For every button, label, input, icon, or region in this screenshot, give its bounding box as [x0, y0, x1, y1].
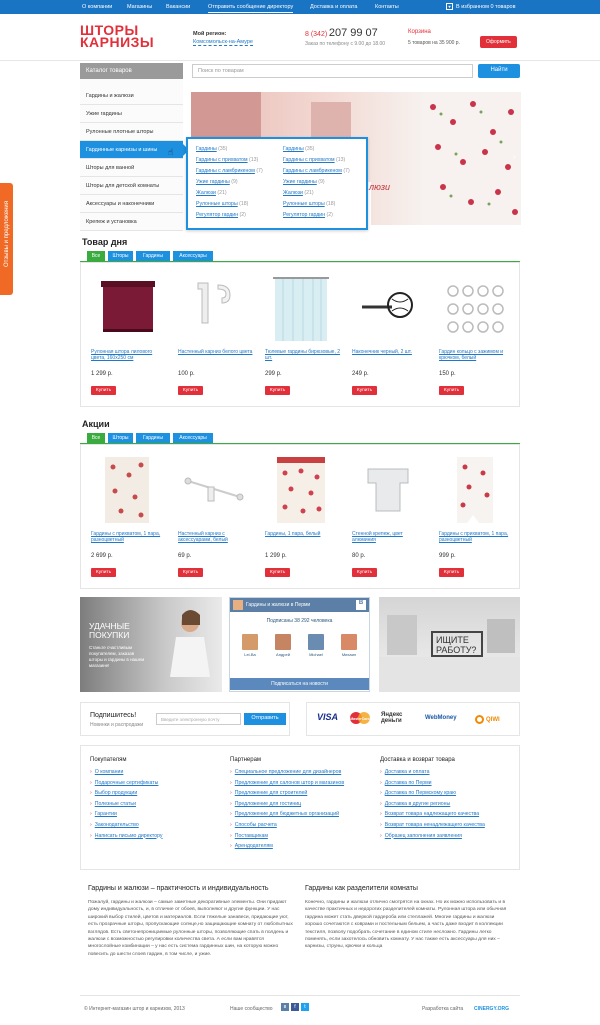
member-name: Андрей	[276, 652, 290, 657]
footer-link[interactable]: › Написать письмо директору	[90, 833, 163, 844]
vk-member[interactable]	[308, 634, 324, 657]
catalog-item-active[interactable]: Гардинные карнизы и шины	[80, 141, 183, 159]
region-value[interactable]: Комсомольск-на-Амуре	[193, 39, 253, 45]
promo-left-title	[89, 622, 130, 640]
dropdown-item-label: Гардины с прихватом	[196, 157, 248, 163]
product-name[interactable]: Настенный карниз с аксессуарами, белый	[178, 531, 228, 543]
product-image	[91, 269, 163, 345]
member-name: Lei-Ba	[244, 652, 256, 657]
sales-product-list	[80, 444, 520, 589]
footer-link[interactable]: › Полезные статьи	[90, 801, 163, 812]
dropdown-item[interactable]	[283, 168, 350, 179]
vk-header[interactable]	[230, 598, 369, 612]
site-logo[interactable]	[80, 24, 154, 48]
subscribe-title: Подпишитесь!	[90, 712, 137, 719]
buy-button[interactable]: Купить	[265, 386, 290, 395]
dropdown-item-count: (9)	[231, 179, 238, 185]
footer-link[interactable]: › Доставка по Перми	[380, 780, 485, 791]
topnav-vacancies[interactable]: Вакансии	[166, 4, 191, 10]
footer-col-partners	[230, 757, 344, 854]
vk-group-name: Гардины и жалюзи в Перми	[246, 602, 311, 608]
footer-link[interactable]: › Предложение для бюджетных организаций	[230, 811, 344, 822]
footer-link[interactable]: › Возврат товара надлежащего качества	[380, 811, 485, 822]
vk-members	[230, 634, 371, 662]
vk-icon[interactable]: в	[281, 1003, 289, 1011]
dropdown-item-count: (7)	[343, 168, 350, 174]
buy-button[interactable]: Купить	[178, 386, 203, 395]
buy-button[interactable]: Купить	[265, 568, 290, 577]
qiwi-logo	[475, 715, 500, 724]
footer-link[interactable]: › Арендодателям	[230, 843, 344, 854]
product-name[interactable]: Гардины с прихватом, 1 пара, разноцветный	[91, 531, 161, 543]
webmoney-logo: WebMoney	[425, 715, 457, 721]
dropdown-item[interactable]	[196, 179, 263, 190]
product-name[interactable]: Гардины с прихватом, 1 пара, разноцветный	[439, 531, 509, 543]
banner-curtain-image	[423, 92, 521, 225]
mouse-cursor-icon: ☝	[168, 147, 174, 157]
dropdown-column-1	[196, 146, 263, 223]
dropdown-item-count: (9)	[318, 179, 325, 185]
product-price: 1 299 р.	[91, 371, 113, 377]
dropdown-item-count: (2)	[239, 212, 246, 218]
vk-member[interactable]	[341, 634, 357, 657]
promo-right-line1: ИЩИТЕ	[436, 635, 469, 645]
dropdown-item[interactable]	[283, 179, 350, 190]
catalog-item[interactable]: Шторы для детской комнаты	[80, 177, 183, 195]
dropdown-item-count: (13)	[336, 157, 346, 163]
dropdown-item-label: Жалюзи	[196, 190, 216, 196]
dropdown-item-label: Рулонные шторы	[283, 201, 325, 207]
checkout-button[interactable]: Оформить	[480, 36, 517, 48]
facebook-icon[interactable]: f	[291, 1003, 299, 1011]
dropdown-item-label: Регулятор гардин	[196, 212, 239, 218]
subscribe-box	[80, 702, 290, 736]
catalog-item[interactable]: Шторы для ванной	[80, 159, 183, 177]
dropdown-item[interactable]	[283, 146, 350, 157]
promo-woman-image	[152, 597, 222, 692]
buy-button[interactable]: Купить	[178, 568, 203, 577]
logo-line2: КАРНИЗЫ	[80, 34, 155, 50]
promo-banner-lucky-purchases[interactable]	[80, 597, 222, 692]
dropdown-item-count: (21)	[304, 190, 314, 196]
product-name[interactable]: Стенной крепеж, цвет алюминия	[352, 531, 403, 543]
cart-block	[408, 29, 523, 53]
twitter-icon[interactable]: t	[301, 1003, 309, 1011]
vk-member[interactable]	[242, 634, 258, 657]
top-navigation	[0, 0, 600, 14]
dropdown-item-count: (18)	[239, 201, 249, 207]
product-price: 1 299 р.	[265, 553, 287, 559]
footer-link[interactable]: › Законодательство	[90, 822, 163, 833]
dropdown-item-label: Ужие гардины	[283, 179, 317, 185]
favorites-label: В избранном 0 товаров	[456, 3, 516, 10]
catalog-item[interactable]: Рулонные плотные шторы	[80, 123, 183, 141]
footer-divider	[80, 995, 520, 996]
vk-logo-icon: В	[356, 600, 366, 610]
yandex-money-logo: Яндекс деньги	[381, 712, 403, 724]
vk-widget	[229, 597, 370, 692]
dropdown-item-label: Гардины с ламбрикеном	[283, 168, 342, 174]
day-product-title: Товар дня	[82, 237, 128, 247]
member-name: Михаил	[341, 652, 357, 657]
product-image	[178, 451, 250, 527]
banner-text: люзи	[369, 182, 391, 192]
seo-right-title: Гардины как разделители комнаты	[305, 885, 418, 892]
qiwi-label: QIWI	[486, 717, 500, 724]
promo-right-text	[431, 631, 483, 657]
product-name[interactable]: Рулонная штора лилового цвета, 160х250 см	[91, 349, 153, 361]
tab-drapes[interactable]: Гардины	[136, 433, 170, 443]
topnav-contacts[interactable]: Контакты	[375, 4, 399, 10]
dropdown-item[interactable]	[196, 157, 263, 168]
tab-accessories[interactable]: Аксессуары	[173, 251, 213, 261]
product-price: 299 р.	[265, 371, 282, 377]
phone-number: 207 99 07	[328, 27, 378, 39]
footer-links	[80, 745, 520, 870]
vk-subscribers-count: Подписаны 38 292 человека	[266, 618, 333, 624]
footer-link[interactable]: › Гарантии	[90, 811, 163, 822]
visa-logo: VISA	[317, 712, 339, 722]
dropdown-item[interactable]	[283, 190, 350, 201]
product-image	[352, 451, 424, 527]
group-avatar	[233, 600, 243, 610]
dropdown-column-2	[283, 146, 350, 223]
topnav-delivery[interactable]: Доставка и оплата	[310, 4, 358, 10]
dropdown-item-label: Гардины с прихватом	[283, 157, 335, 163]
catalog-item[interactable]: Аксессуары и наконечники	[80, 195, 183, 213]
copyright: © Интернет-магазин штор и карнизов, 2013	[84, 1006, 185, 1012]
product-name[interactable]: Гардины, 1 пара, белый	[265, 531, 321, 537]
footer-link[interactable]: › Предложение для строителей	[230, 790, 344, 801]
footer-link[interactable]: › Доставка в другие регионы	[380, 801, 485, 812]
product-image	[352, 269, 424, 345]
subscribe-button[interactable]: Отправить	[244, 713, 286, 725]
dropdown-item[interactable]	[283, 201, 350, 212]
product-name[interactable]: Тюлевые гардины бирюзовые, 2 шт.	[265, 349, 341, 361]
dropdown-item-count: (13)	[249, 157, 259, 163]
dropdown-item[interactable]	[196, 190, 263, 201]
promo-left-title-1: УДАЧНЫЕ	[89, 621, 130, 631]
product-price: 80 р.	[352, 553, 366, 559]
member-avatar	[308, 634, 324, 650]
buy-button[interactable]: Купить	[352, 386, 377, 395]
tab-accessories[interactable]: Аксессуары	[173, 433, 213, 443]
product-image	[439, 269, 511, 345]
buy-button[interactable]: Купить	[439, 386, 464, 395]
footer-link[interactable]: › Доставка по Пермскому краю	[380, 790, 485, 801]
dropdown-item-label: Жалюзи	[283, 190, 303, 196]
payment-methods	[306, 702, 520, 736]
topnav-message-director[interactable]: Отправить сообщение директору	[208, 4, 293, 13]
member-name: Michael	[309, 652, 323, 657]
footer-link[interactable]: › Доставка и оплата	[380, 769, 485, 780]
banner-next-arrow[interactable]: ›	[513, 152, 516, 161]
footer-link[interactable]: › Предложение для гостиниц	[230, 801, 344, 812]
svg-text:MasterCard: MasterCard	[350, 717, 370, 721]
vk-member[interactable]	[275, 634, 291, 657]
footer-link[interactable]: › О компании	[90, 769, 163, 780]
logo-line1: ШТОРЫ	[80, 22, 139, 38]
dropdown-item-label: Регулятор гардин	[283, 212, 326, 218]
product-name[interactable]: Настенный карниз белого цвета	[178, 349, 253, 355]
header-divider	[0, 60, 600, 61]
dropdown-item-count: (2)	[326, 212, 333, 218]
product-image	[178, 269, 250, 345]
tab-curtains[interactable]: Шторы	[108, 251, 133, 261]
dropdown-item[interactable]	[196, 201, 263, 212]
tab-drapes[interactable]: Гардины	[136, 251, 170, 261]
favorites-link[interactable]	[446, 3, 516, 10]
dropdown-item-count: (21)	[217, 190, 227, 196]
promo-banner-jobs[interactable]	[379, 597, 520, 692]
dropdown-item-label: Рулонные шторы	[196, 201, 238, 207]
footer-link[interactable]: › Подарочные сертификаты	[90, 780, 163, 791]
dropdown-item-label: Гардины	[283, 146, 304, 152]
catalog-item[interactable]: Гардины и жалюзи	[80, 87, 183, 105]
catalog-item[interactable]: Крепеж и установка	[80, 213, 183, 231]
subscribe-subtitle: Новинки и распродажи	[90, 722, 144, 728]
catalog-title: Каталог товаров	[80, 63, 183, 79]
region-label: Мой регион:	[193, 31, 227, 37]
dropdown-item[interactable]	[283, 157, 350, 168]
promo-right-line2: РАБОТУ?	[436, 645, 477, 655]
email-field[interactable]: Введите электронную почту	[156, 713, 241, 725]
promo-left-title-2: ПОКУПКИ	[89, 630, 130, 640]
product-price: 249 р.	[352, 371, 369, 377]
cart-title[interactable]: Корзина	[408, 29, 431, 35]
feedback-side-tab[interactable]	[0, 183, 13, 295]
footer-col-title: Покупателям	[90, 757, 127, 763]
footer-col-title: Партнерам	[230, 757, 262, 763]
member-avatar	[242, 634, 258, 650]
search-button[interactable]: Найти	[478, 64, 520, 78]
catalog-sidebar	[80, 63, 183, 227]
sales-title: Акции	[82, 419, 110, 429]
day-product-tabs	[80, 251, 520, 261]
tab-all[interactable]: Все	[87, 433, 105, 443]
seo-left	[88, 885, 293, 958]
buy-button[interactable]: Купить	[91, 386, 116, 395]
region-selector	[193, 31, 253, 46]
dropdown-item-count: (35)	[218, 146, 228, 152]
product-image	[265, 269, 337, 345]
mastercard-logo	[349, 711, 371, 727]
footer-link[interactable]: › Способы расчета	[230, 822, 344, 833]
feedback-tab-label: Отзывы и предложения	[4, 200, 10, 268]
favorites-icon: ♥	[446, 3, 453, 10]
footer-link[interactable]: › Выбор продукции	[90, 790, 163, 801]
phone-code: 8 (342)	[305, 31, 328, 38]
buy-button[interactable]: Купить	[91, 568, 116, 577]
product-image	[91, 451, 163, 527]
dropdown-item[interactable]	[196, 212, 263, 223]
vk-subscribe-button[interactable]: Подписаться на новости	[230, 678, 369, 690]
member-avatar	[275, 634, 291, 650]
day-product-list	[80, 262, 520, 407]
dropdown-item-label: Ужие гардины	[196, 179, 230, 185]
developer-brand[interactable]: CINERGY.ORG	[474, 1006, 510, 1012]
product-price: 69 р.	[178, 553, 192, 559]
footer-link[interactable]: › Возврат товара ненадлежащего качества	[380, 822, 485, 833]
sales-tabs	[80, 433, 520, 443]
topnav-stores[interactable]: Магазины	[127, 4, 153, 10]
footer-col-delivery	[380, 757, 485, 843]
seo-left-text: Пожалуй, гардины и жалюзи – самые заметные декоративные элементы. Они придают дому индивидуальность, и, в отличие от обоев, выполняют и другие функции. У нас широкий выбор стилей, цветов и материалов. Если тяжелые занавеси, придающие уют, есть прозрачные шторы, пропускающие солнце,но защищающие комнату от любопытных взглядов. Есть светонепроницаемые рулонные шторы, позволяющие спать в полдень и жалюзи с возможностью регулировки количества света. А если вам нравятся многослойные комбинации – у нас есть система гардинных шин, на которую можно повесить до шести слоев гардин, в том числе, и ужие.	[88, 900, 293, 957]
footer-link[interactable]: › Образец заполнения заявления	[380, 833, 485, 844]
product-price: 150 р.	[439, 371, 456, 377]
topnav-about[interactable]: О компании	[82, 4, 113, 10]
seo-right	[305, 885, 510, 951]
catalog-dropdown	[186, 137, 368, 230]
tab-curtains[interactable]: Шторы	[108, 433, 133, 443]
footer-link[interactable]: › Предложение для салонов штор и магазинов	[230, 780, 344, 791]
cart-summary: 5 товаров на 35 900 р.	[408, 40, 460, 46]
seo-right-text: Конечно, гардины и жалюзи отлично смотрятся на окнах. Но их можно использовать и в качестве практичных и недорогих разделителей комнаты. Рулонная штора или обычная гардина может стать дверкой гардероба или стеллажей. Многие гардины и жалюзи хорошо сочетаются с коврами и постельным бельем, а часть даже входит в коллекции текстиля, позволу подобрать сочетание в едином стиле несложно. Гардины легко поменять, если захотелось обновить комнату. У нас также есть аксессуары для них – карнизы, струны, крючки и кольца	[305, 900, 507, 950]
member-avatar	[341, 634, 357, 650]
product-name[interactable]: Наконечник черный, 2 шт.	[352, 349, 412, 355]
footer-col-customers	[90, 757, 163, 843]
product-price: 2 699 р.	[91, 553, 113, 559]
buy-button[interactable]: Купить	[439, 568, 464, 577]
phone-hint: Заказ по телефону с 9.00 до 18.00	[305, 41, 386, 47]
footer-link[interactable]: › Специальное предложение для дизайнеров	[230, 769, 344, 780]
search-input[interactable]: Поиск по товарам	[192, 64, 473, 78]
footer-col-title: Доставка и возврат товара	[380, 757, 455, 763]
dropdown-item-label: Гардины	[196, 146, 217, 152]
product-name[interactable]: Гардин кольцо с зажимом и крючком, белый	[439, 349, 504, 361]
dropdown-item[interactable]	[196, 146, 263, 157]
developer-label: Разработка сайта	[422, 1006, 464, 1012]
dropdown-item-count: (18)	[326, 201, 336, 207]
tab-all[interactable]: Все	[87, 251, 105, 261]
product-price: 100 р.	[178, 371, 195, 377]
dropdown-item-count: (35)	[305, 146, 315, 152]
catalog-item[interactable]: Ужие гардины	[80, 105, 183, 123]
community-label: Наше сообщество	[230, 1006, 273, 1012]
dropdown-item[interactable]	[283, 212, 350, 223]
dropdown-item[interactable]	[196, 168, 263, 179]
product-price: 999 р.	[439, 553, 456, 559]
footer-link[interactable]: › Поставщикам	[230, 833, 344, 844]
buy-button[interactable]: Купить	[352, 568, 377, 577]
product-image	[265, 451, 337, 527]
dropdown-item-count: (7)	[256, 168, 263, 174]
phone-block	[305, 27, 385, 47]
promo-left-desc: Станьте счастливым покупателем, заказав шторы и гардины в нашем магазине!	[89, 645, 145, 668]
dropdown-item-label: Гардины с ламбрикеном	[196, 168, 255, 174]
product-image	[439, 451, 511, 527]
seo-left-title: Гардины и жалюзи – практичность и индивидуальность	[88, 885, 269, 892]
